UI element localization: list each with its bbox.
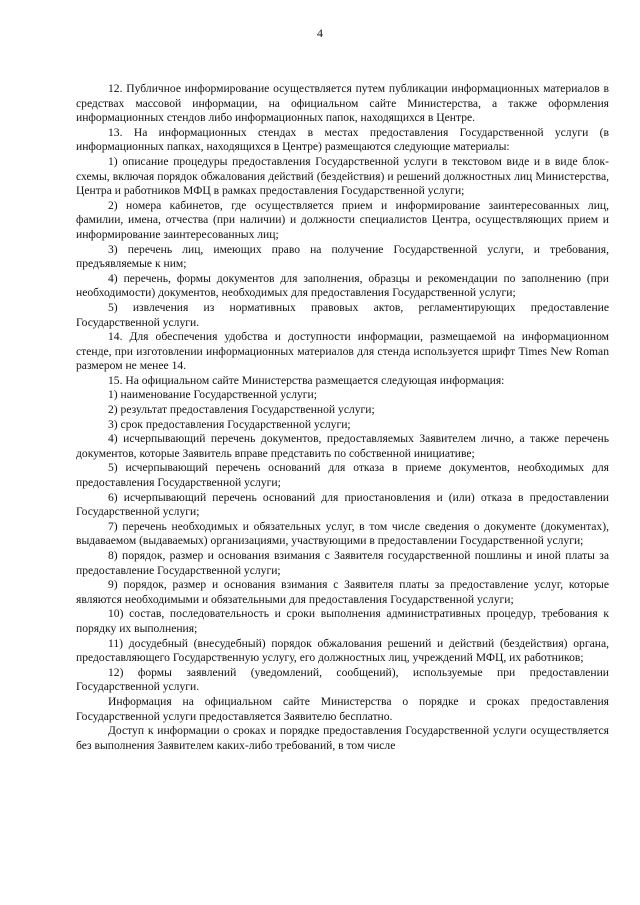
website-item-5: 5) исчерпывающий перечень оснований для отказа в приеме документов, необходимых для предоставления Государственной услуги; bbox=[76, 461, 609, 490]
website-item-9: 9) порядок, размер и основания взимания с Заявителя платы за предоставление услуг, которые являются необходимыми и обязательными для предоставления Государственной услуги; bbox=[76, 578, 609, 606]
website-item-10: 10) состав, последовательность и сроки выполнения административных процедур, требования к порядку их выполнения; bbox=[76, 607, 609, 635]
stand-item-5: 5) извлечения из нормативных правовых актов, регламентирующих предоставление Государственной услуги. bbox=[76, 300, 609, 329]
website-item-11: 11) досудебный (внесудебный) порядок обжалования решений и действий (бездействия) органа, предоставляющего Государственную услугу, его должностных лиц, учреждений МФЦ, их работников; bbox=[76, 636, 609, 665]
website-item-6: 6) исчерпывающий перечень оснований для приостановления и (или) отказа в предоставлении Государственной услуги; bbox=[76, 490, 609, 519]
stand-item-2: 2) номера кабинетов, где осуществляется прием и информирование заинтересованных лиц, фамилии, имена, отчества (при наличии) и должности специалистов Центра, осуществляющих прием и информирование заинтересованных лиц; bbox=[76, 198, 609, 241]
page-number: 4 bbox=[317, 26, 323, 40]
document-body bbox=[76, 82, 609, 753]
website-item-3: 3) срок предоставления Государственной услуги; bbox=[108, 417, 351, 431]
website-item-8: 8) порядок, размер и основания взимания с Заявителя государственной пошлины и иной платы за предоставление Государственной услуги; bbox=[76, 549, 609, 577]
website-item-2: 2) результат предоставления Государственной услуги; bbox=[108, 403, 375, 417]
website-item-12: 12) формы заявлений (уведомлений, сообщений), используемые при предоставлении Государственной услуги. bbox=[76, 665, 609, 694]
website-item-1: 1) наименование Государственной услуги; bbox=[108, 388, 317, 402]
paragraph-free-info: Информация на официальном сайте Министерства о порядке и сроках предоставления Государственной услуги предоставляется Заявителю бесплатно. bbox=[76, 694, 609, 723]
paragraph-14-font: 14. Для обеспечения удобства и доступности информации, размещаемой на информационном стенде, при изготовлении информационных материалов для стенда используется шрифт Times New Roman размером не менее 14. bbox=[76, 330, 609, 373]
stand-item-3: 3) перечень лиц, имеющих право на получение Государственной услуги, и требования, предъявляемые к ним; bbox=[76, 242, 609, 271]
website-item-7: 7) перечень необходимых и обязательных услуг, в том числе сведения о документе (документах), выдаваемом (выдаваемых) организациями, участвующими в предоставлении Государственной услуги; bbox=[76, 519, 609, 548]
paragraph-15-website: 15. На официальном сайте Министерства размещается следующая информация: bbox=[108, 373, 505, 387]
paragraph-12-public-info: 12. Публичное информирование осуществляется путем публикации информационных материалов в средствах массовой информации, на официальном сайте Министерства, а также оформления информационных стендов либо информационных папок, находящихся в Центре. bbox=[76, 82, 609, 125]
website-item-4: 4) исчерпывающий перечень документов, предоставляемых Заявителем лично, а также перечень документов, которые Заявитель вправе представить по собственной инициативе; bbox=[76, 432, 609, 460]
paragraph-13-stands: 13. На информационных стендах в местах предоставления Государственной услуги (в информационных папках, находящихся в Центре) размещаются следующие материалы: bbox=[76, 125, 609, 154]
stand-item-1: 1) описание процедуры предоставления Государственной услуги в текстовом виде и в виде блок-схемы, включая порядок обжалования действий (бездействия) и решений должностных лиц Министерства, Центра и работников МФЦ в рамках предоставления Государственной услуги; bbox=[76, 154, 609, 198]
paragraph-access-info: Доступ к информации о сроках и порядке предоставления Государственной услуги осуществляется без выполнения Заявителем каких-либо требований, в том числе bbox=[76, 724, 609, 752]
stand-item-4: 4) перечень, формы документов для заполнения, образцы и рекомендации по заполнению (при необходимости) документов, необходимых для предоставления Государственной услуги; bbox=[76, 271, 609, 300]
